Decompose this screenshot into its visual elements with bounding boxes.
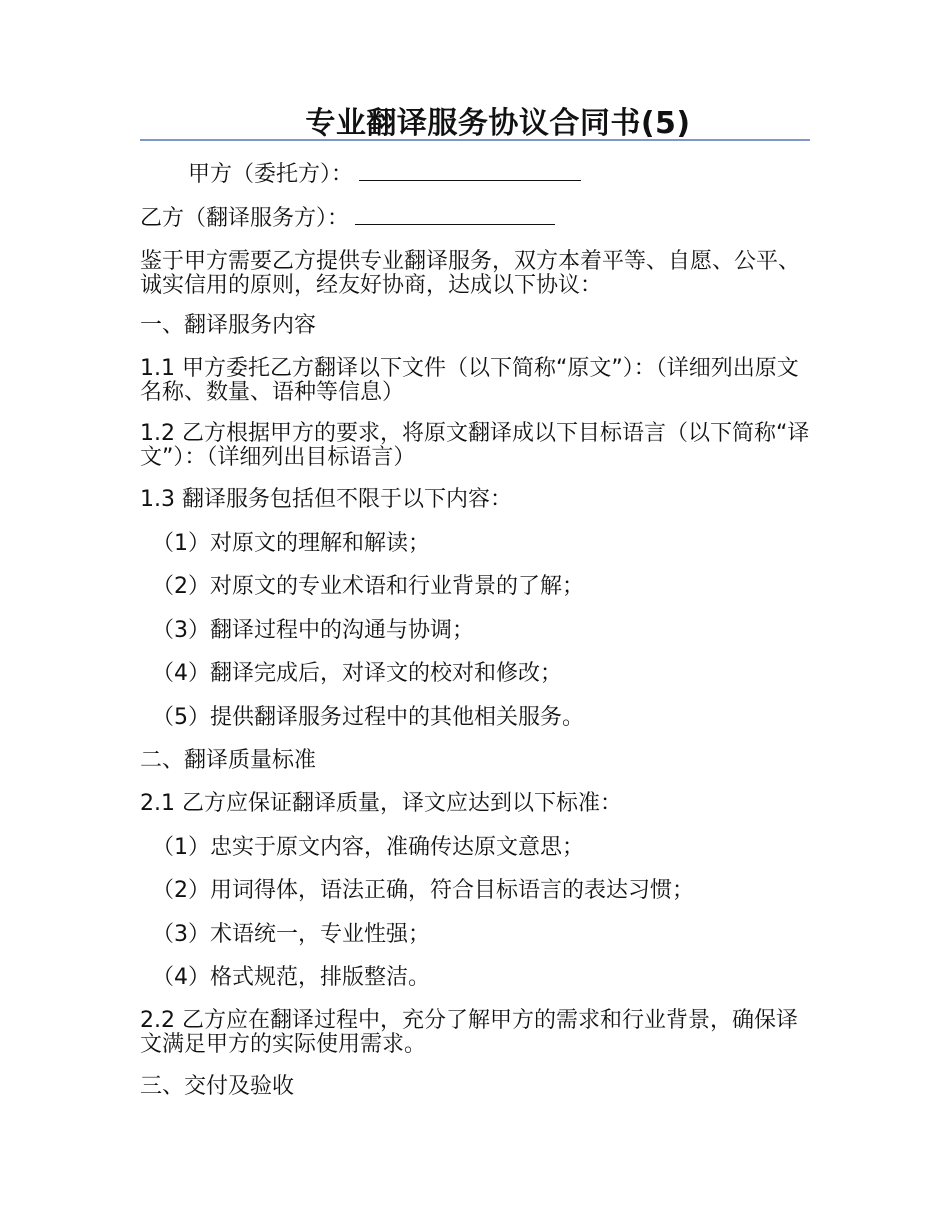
list-item: （3）术语统一，专业性强； (152, 922, 430, 947)
section-2-heading: 二、翻译质量标准 (140, 748, 317, 773)
list-item: （1）对原文的理解和解读； (152, 531, 430, 556)
document-title: 专业翻译服务协议合同书(5) (305, 106, 691, 141)
party-a-label: 甲方（委托方）： (188, 162, 354, 187)
party-b-blank (355, 206, 555, 225)
clause-1-3: 1.3 翻译服务包括但不限于以下内容： (140, 487, 512, 512)
title-underline (140, 139, 810, 141)
party-b-line (140, 206, 555, 232)
clause-1-2: 1.2 乙方根据甲方的要求，将原文翻译成以下目标语言（以下简称“译文”）：（详细列出目标语言） (140, 421, 810, 470)
list-item: （1）忠实于原文内容，准确传达原文意思； (152, 835, 584, 860)
section-3-heading: 三、交付及验收 (140, 1074, 295, 1099)
intro-paragraph: 鉴于甲方需要乙方提供专业翻译服务，双方本着平等、自愿、公平、诚实信用的原则，经友好协商，达成以下协议： (140, 249, 801, 298)
list-item: （4）格式规范，排版整洁。 (152, 965, 430, 990)
party-b-label: 乙方（翻译服务方）： (140, 206, 350, 231)
party-a-blank (359, 162, 581, 181)
clause-2-2: 2.2 乙方应在翻译过程中，充分了解甲方的需求和行业背景，确保译文满足甲方的实际使用需求。 (140, 1008, 798, 1057)
party-a-line (188, 162, 581, 188)
list-item: （2）对原文的专业术语和行业背景的了解； (152, 574, 584, 599)
list-item: （2）用词得体，语法正确，符合目标语言的表达习惯； (152, 878, 694, 903)
section-1-heading: 一、翻译服务内容 (140, 313, 317, 338)
clause-1-1: 1.1 甲方委托乙方翻译以下文件（以下简称“原文”）：（详细列出原文名称、数量、语种等信息） (140, 356, 799, 405)
clause-2-1: 2.1 乙方应保证翻译质量，译文应达到以下标准： (140, 791, 622, 816)
list-item: （4）翻译完成后，对译文的校对和修改； (152, 661, 562, 686)
list-item: （5）提供翻译服务过程中的其他相关服务。 (152, 705, 584, 730)
list-item: （3）翻译过程中的沟通与协调； (152, 618, 474, 643)
